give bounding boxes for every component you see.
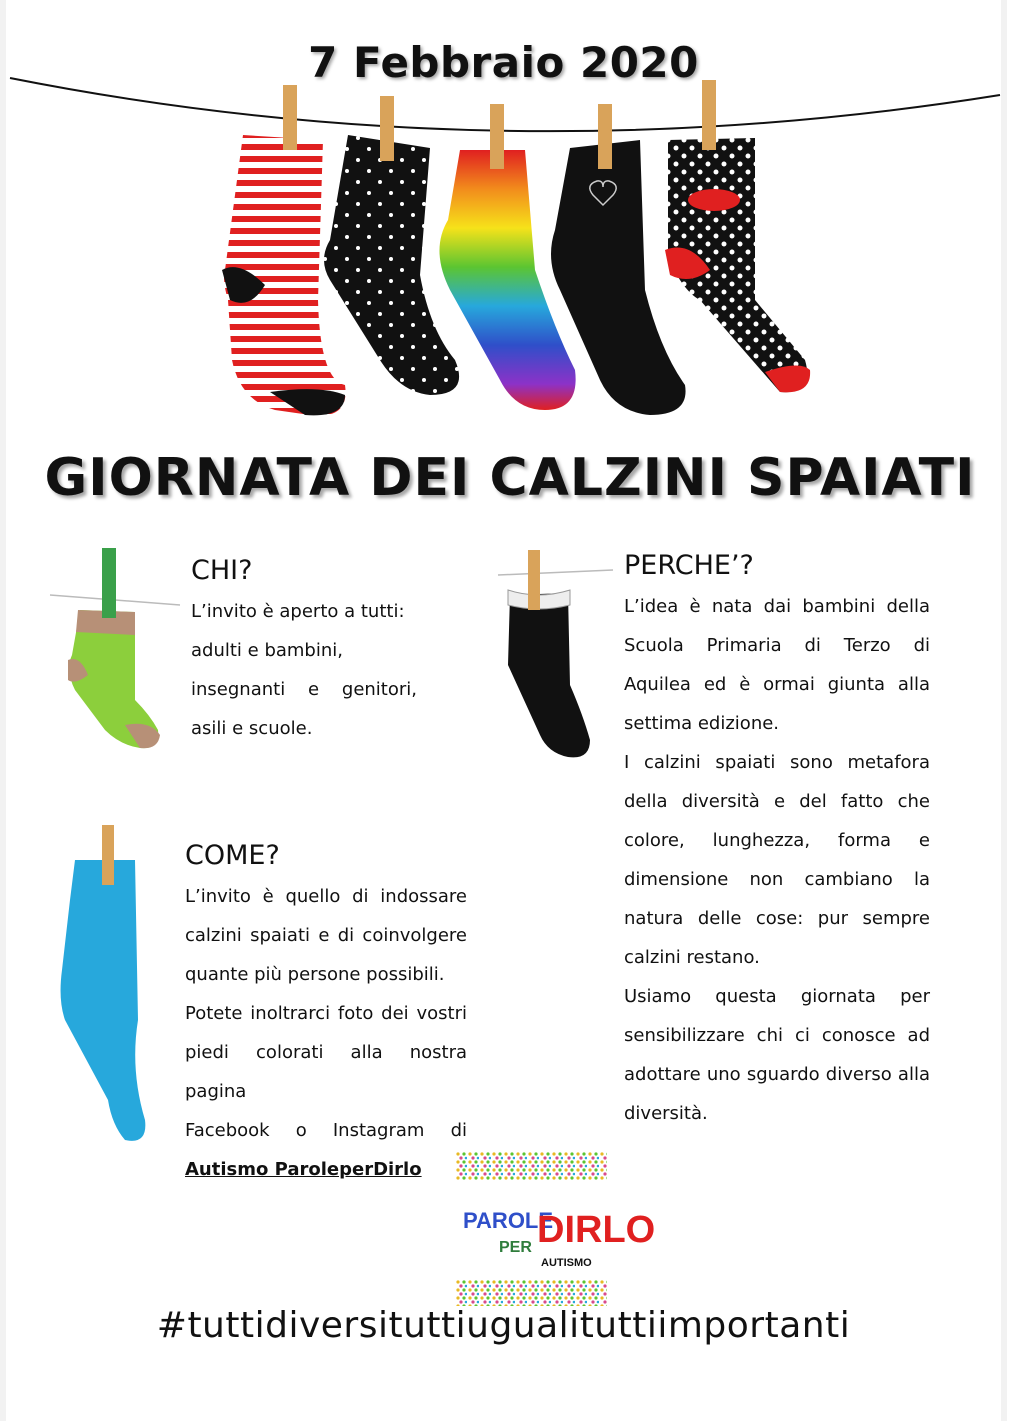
perche-line: Scuola Primaria di Terzo di [624, 635, 930, 656]
perche-line: calzini restano. [624, 947, 760, 968]
page-title: GIORNATA DEI CALZINI SPAIATI [44, 448, 976, 508]
come-section [185, 840, 467, 1189]
perche-line: colore, lunghezza, forma e [624, 830, 930, 851]
perche-line: natura delle cose: pur sempre [624, 908, 930, 929]
logo-word-dirlo: DIRLO [537, 1209, 656, 1251]
chi-section [191, 555, 417, 748]
perche-heading: PERCHE’? [624, 550, 754, 581]
perche-line: dimensione non cambiano la [624, 869, 930, 890]
chi-line: adulti e bambini, [191, 640, 343, 661]
chi-line: L’invito è aperto a tutti: [191, 601, 405, 622]
blue-sock-image [50, 820, 160, 1150]
black-dotted-sock [324, 96, 459, 395]
perche-line: adottare uno sguardo diverso alla [624, 1064, 930, 1085]
perche-line: settima edizione. [624, 713, 780, 734]
hashtag: #tuttidiversituttiugualituttiimportanti [156, 1305, 851, 1346]
come-line: calzini spaiati e di coinvolgere [185, 925, 467, 946]
logo-word-autismo: AUTISMO [541, 1257, 592, 1269]
lips-icon [688, 189, 740, 211]
chi-line: asili e scuole. [191, 718, 313, 739]
perche-line: diversità. [624, 1103, 708, 1124]
chi-line: insegnanti e genitori, [191, 679, 417, 700]
come-line: piedi colorati alla nostra pagina [185, 1042, 467, 1102]
logo-word-parole: PAROLE [463, 1208, 554, 1233]
perche-line: sensibilizzare chi ci conosce ad [624, 1025, 930, 1046]
come-line: L’invito è quello di indossare [185, 886, 467, 907]
green-sock-image [50, 540, 180, 755]
perche-line: della diversità e del fatto che [624, 791, 930, 812]
black-lace-sock-image [498, 545, 613, 765]
come-heading: COME? [185, 840, 280, 871]
perche-line: Usiamo questa giornata per [624, 986, 930, 1007]
logo-graphic [455, 1152, 656, 1306]
parole-per-dirlo-logo [455, 1152, 656, 1306]
perche-line: I calzini spaiati sono metafora [624, 752, 930, 773]
chi-heading: CHI? [191, 555, 253, 586]
event-date: 7 Febbraio 2020 [308, 38, 699, 87]
perche-line: Aquilea ed è ormai giunta alla [624, 674, 930, 695]
logo-word-per: PER [499, 1239, 532, 1256]
come-line: quante più persone possibili. [185, 964, 445, 985]
perche-section [624, 550, 930, 1133]
perche-line: L’idea è nata dai bambini della [624, 596, 930, 617]
come-line: Potete inoltrarci foto dei vostri [185, 1003, 467, 1024]
facebook-page-link[interactable]: Autismo ParoleperDirlo [185, 1159, 422, 1180]
come-line: Facebook o Instagram di [185, 1120, 467, 1141]
